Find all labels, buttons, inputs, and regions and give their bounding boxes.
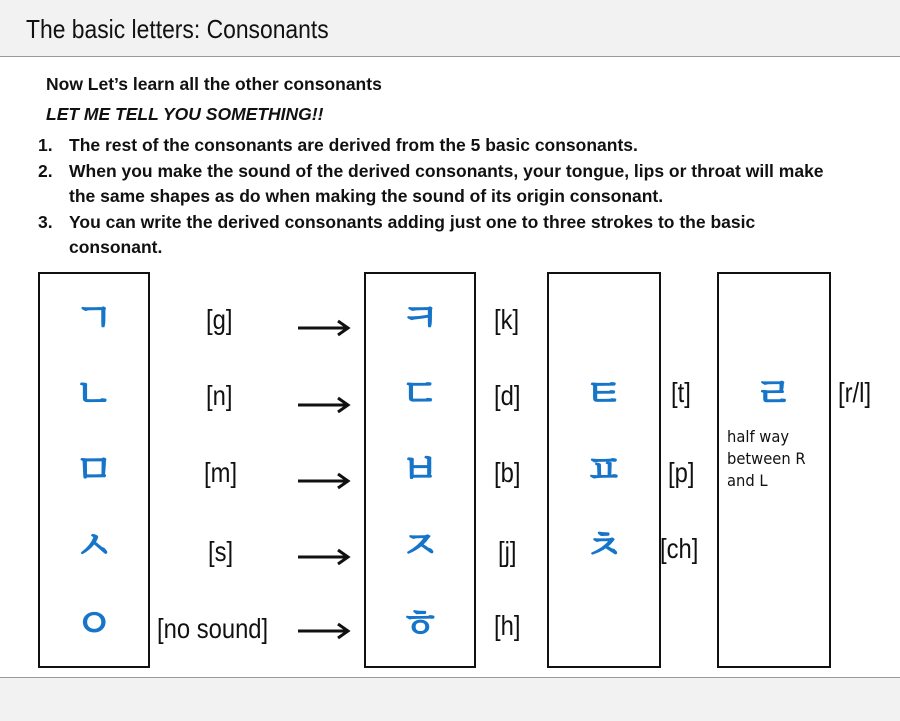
derived-letter: ㄷ xyxy=(400,371,440,417)
page-title: The basic letters: Consonants xyxy=(26,14,329,44)
aspirated-letter: ㅍ xyxy=(584,447,624,493)
derived-sound: [j] xyxy=(498,536,517,567)
derived-sound: [b] xyxy=(494,457,521,488)
list-item xyxy=(38,210,838,261)
aspirated-sound: [t] xyxy=(671,377,691,408)
list-text: You can write the derived consonants adding just one to three strokes to the basic consonant. xyxy=(69,211,756,257)
arrow-right-icon xyxy=(298,621,352,641)
basic-sound: [n] xyxy=(206,380,233,411)
aspirated-letter: ㅊ xyxy=(584,523,624,569)
list-text: The rest of the consonants are derived from the 5 basic consonants. xyxy=(69,135,638,155)
basic-sound: [no sound] xyxy=(157,613,269,644)
basic-letter: ㅇ xyxy=(74,601,114,647)
derived-letter: ㅋ xyxy=(400,295,440,341)
derived-letter: ㅂ xyxy=(400,447,440,493)
derived-letter: ㅈ xyxy=(400,523,440,569)
derived-sound: [d] xyxy=(494,380,521,411)
arrow-right-icon xyxy=(298,395,352,415)
basic-letter: ㄱ xyxy=(74,295,114,341)
basic-sound: [s] xyxy=(208,536,234,567)
list-item xyxy=(38,133,838,159)
arrow-right-icon xyxy=(298,547,352,567)
pronunciation-note: half way between R and L xyxy=(727,427,806,490)
intro-line: Now Let’s learn all the other consonants xyxy=(46,74,382,94)
points-list xyxy=(38,133,838,261)
list-number: 2. xyxy=(38,160,53,181)
basic-sound: [g] xyxy=(206,304,233,335)
liquid-sound: [r/l] xyxy=(838,377,872,408)
basic-letter: ㅅ xyxy=(74,523,114,569)
intro-emphasis: LET ME TELL YOU SOMETHING!! xyxy=(46,104,324,124)
list-text: When you make the sound of the derived consonants, your tongue, lips or throat will make the same shapes as do when making the sound of its origin consonant. xyxy=(69,160,824,206)
aspirated-letter: ㅌ xyxy=(584,371,624,417)
title-bar xyxy=(0,0,900,57)
derived-letter: ㅎ xyxy=(400,601,440,647)
list-number: 3. xyxy=(38,211,53,232)
aspirated-sound: [p] xyxy=(668,457,695,488)
liquid-letter: ㄹ xyxy=(754,371,794,417)
aspirated-sound: [ch] xyxy=(660,533,699,564)
footer-bar xyxy=(0,677,900,721)
derived-sound: [k] xyxy=(494,304,520,335)
derived-sound: [h] xyxy=(494,610,521,641)
basic-letter: ㄴ xyxy=(74,371,114,417)
arrow-right-icon xyxy=(298,471,352,491)
list-item xyxy=(38,159,838,210)
list-number: 1. xyxy=(38,135,53,155)
arrow-right-icon xyxy=(298,318,352,338)
basic-sound: [m] xyxy=(204,457,238,488)
basic-letter: ㅁ xyxy=(74,447,114,493)
